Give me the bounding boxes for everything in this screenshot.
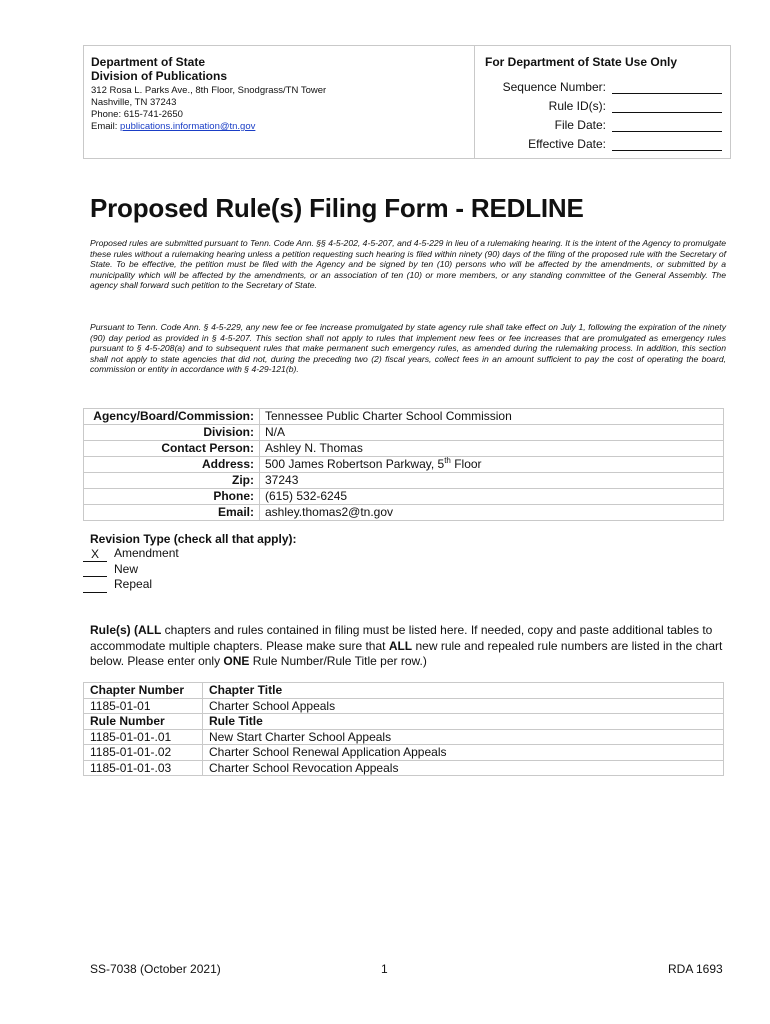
phone-value[interactable]: (615) 532-6245 [260,489,724,505]
header-address: 312 Rosa L. Parks Ave., 8th Floor, Snodgrass/TN Tower [91,85,327,96]
chapter-number-header: Chapter Number [84,683,203,699]
rules-emph-one: ONE [223,654,250,668]
table-row [84,760,724,776]
table-row [84,698,724,714]
agency-label: Agency/Board/Commission: [84,409,260,425]
contact-value[interactable]: Ashley N. Thomas [260,441,724,457]
table-row [84,714,724,730]
table-row [84,473,724,489]
address-value[interactable] [260,457,724,473]
rule-title-cell[interactable]: Charter School Revocation Appeals [203,760,724,776]
revision-option-repeal [83,577,297,593]
amendment-checkmark[interactable]: X [83,547,107,562]
field-label: Sequence Number: [502,80,606,94]
rules-lead: Rule(s) ( [90,623,138,637]
address-label: Address: [84,457,260,473]
rule-ids-line[interactable] [612,100,722,113]
header-phone: Phone: 615-741-2650 [91,109,183,120]
rules-text-4: Rule Number/Rule Title per row.) [249,654,427,668]
header-box [83,45,731,159]
rules-emph-all-2: ALL [388,638,413,653]
field-label: Effective Date: [528,137,606,151]
rule-number-cell[interactable]: 1185-01-01-.02 [84,745,203,761]
table-row [84,409,724,425]
revision-option-new [83,562,297,578]
contact-label: Contact Person: [84,441,260,457]
email-label: Email: [84,505,260,521]
chapter-title-header: Chapter Title [203,683,724,699]
agency-value[interactable]: Tennessee Public Charter School Commission [260,409,724,425]
footer-rda: RDA 1693 [668,962,723,976]
state-use-fields [476,75,726,151]
chapters-table [83,682,724,776]
rules-emph-all-1: ALL [138,623,162,637]
phone-label: Phone: [84,489,260,505]
table-row [84,441,724,457]
header-email-label: Email: [91,121,118,132]
footer-form-id: SS-7038 (October 2021) [90,962,221,976]
state-use-panel [476,55,726,151]
header-email-link[interactable]: publications.information@tn.gov [120,121,256,132]
rule-title-header: Rule Title [203,714,724,730]
sequence-number-field [476,75,726,94]
field-label: File Date: [554,118,606,132]
revision-option-amendment [83,546,297,562]
file-date-field [476,113,726,132]
footer-page-number: 1 [381,962,388,976]
amendment-label: Amendment [114,546,179,560]
table-row [84,425,724,441]
table-row [84,457,724,473]
rule-number-header: Rule Number [84,714,203,730]
division-value[interactable]: N/A [260,425,724,441]
header-contact [91,55,421,133]
rule-ids-field [476,94,726,113]
zip-label: Zip: [84,473,260,489]
repeal-checkmark[interactable] [83,578,107,593]
rule-number-cell[interactable]: 1185-01-01-.01 [84,729,203,745]
table-row [84,489,724,505]
state-use-title: For Department of State Use Only [485,55,678,69]
address-text: 500 James Robertson Parkway, 5 [265,457,445,471]
chapter-number-cell[interactable]: 1185-01-01 [84,698,203,714]
chapter-title-cell[interactable]: Charter School Appeals [203,698,724,714]
table-row [84,745,724,761]
header-divider [474,46,475,158]
new-checkmark[interactable] [83,562,107,577]
agency-table [83,408,724,521]
rules-instructions [90,623,724,670]
header-email-row [91,121,421,133]
file-date-line[interactable] [612,119,722,132]
header-city: Nashville, TN 37243 [91,97,177,108]
rules-text-2: chapters and rules contained in filing must be listed here. If needed, copy and paste additional tables to accommodate multiple chapters. Please make sure that [90,623,713,653]
department-name: Department of State [91,55,206,69]
intro-paragraph-1: Proposed rules are submitted pursuant to Tenn. Code Ann. §§ 4-5-202, 4-5-207, and 4-5-229 in lieu of a rulemaking hearing. It is the intent of the Agency to promulgate these rules without a rulemaking hearing unless a petition requesting such hearing is filed within ninety (90) days of the filing of the proposed rule with the Secretary of State. To be effective, the petition must be filed with the Agency and be signed by ten (10) persons who will be affected by the amendments, or submitted by a municipality which will be affected by the amendments, or an association of ten (10) or more members, or any standing committee of the General Assembly. The agency shall forward such petition to the Secretary of State. [90,238,726,291]
zip-value[interactable]: 37243 [260,473,724,489]
address-superscript: th [444,456,451,465]
table-row [84,505,724,521]
rule-number-cell[interactable]: 1185-01-01-.03 [84,760,203,776]
effective-date-field [476,132,726,151]
rule-title-cell[interactable]: Charter School Renewal Application Appeals [203,745,724,761]
table-row [84,683,724,699]
page-title: Proposed Rule(s) Filing Form - REDLINE [90,193,584,223]
address-suffix: Floor [450,457,482,471]
division-label: Division: [84,425,260,441]
field-label: Rule ID(s): [548,99,606,113]
revision-title: Revision Type (check all that apply): [90,532,297,546]
rules-text-3: new rule and repealed rule numbers are listed in the chart below. Please enter only [90,638,723,668]
table-row [84,729,724,745]
repeal-label: Repeal [114,577,153,591]
revision-type-section [83,532,297,593]
rule-title-cell[interactable]: New Start Charter School Appeals [203,729,724,745]
email-value[interactable]: ashley.thomas2@tn.gov [260,505,724,521]
sequence-number-line[interactable] [612,81,722,94]
division-name: Division of Publications [91,69,228,83]
new-label: New [114,561,139,576]
intro-paragraph-2: Pursuant to Tenn. Code Ann. § 4-5-229, any new fee or fee increase promulgated by state agency rule shall take effect on July 1, following the expiration of the ninety (90) day period as provided in § 4-5-207. This section shall not apply to rules that implement new fees or fee increases that are promulgated as emergency rules pursuant to § 4-5-208(a) and to subsequent rules that make permanent such emergency rules, as amended during the rulemaking process. In addition, this section shall not apply to state agencies that did not, during the preceding two (2) fiscal years, collect fees in an amount sufficient to pay the cost of operating the board, commission or entity in accordance with § 4-29-121(b). [90,322,726,375]
effective-date-line[interactable] [612,138,722,151]
